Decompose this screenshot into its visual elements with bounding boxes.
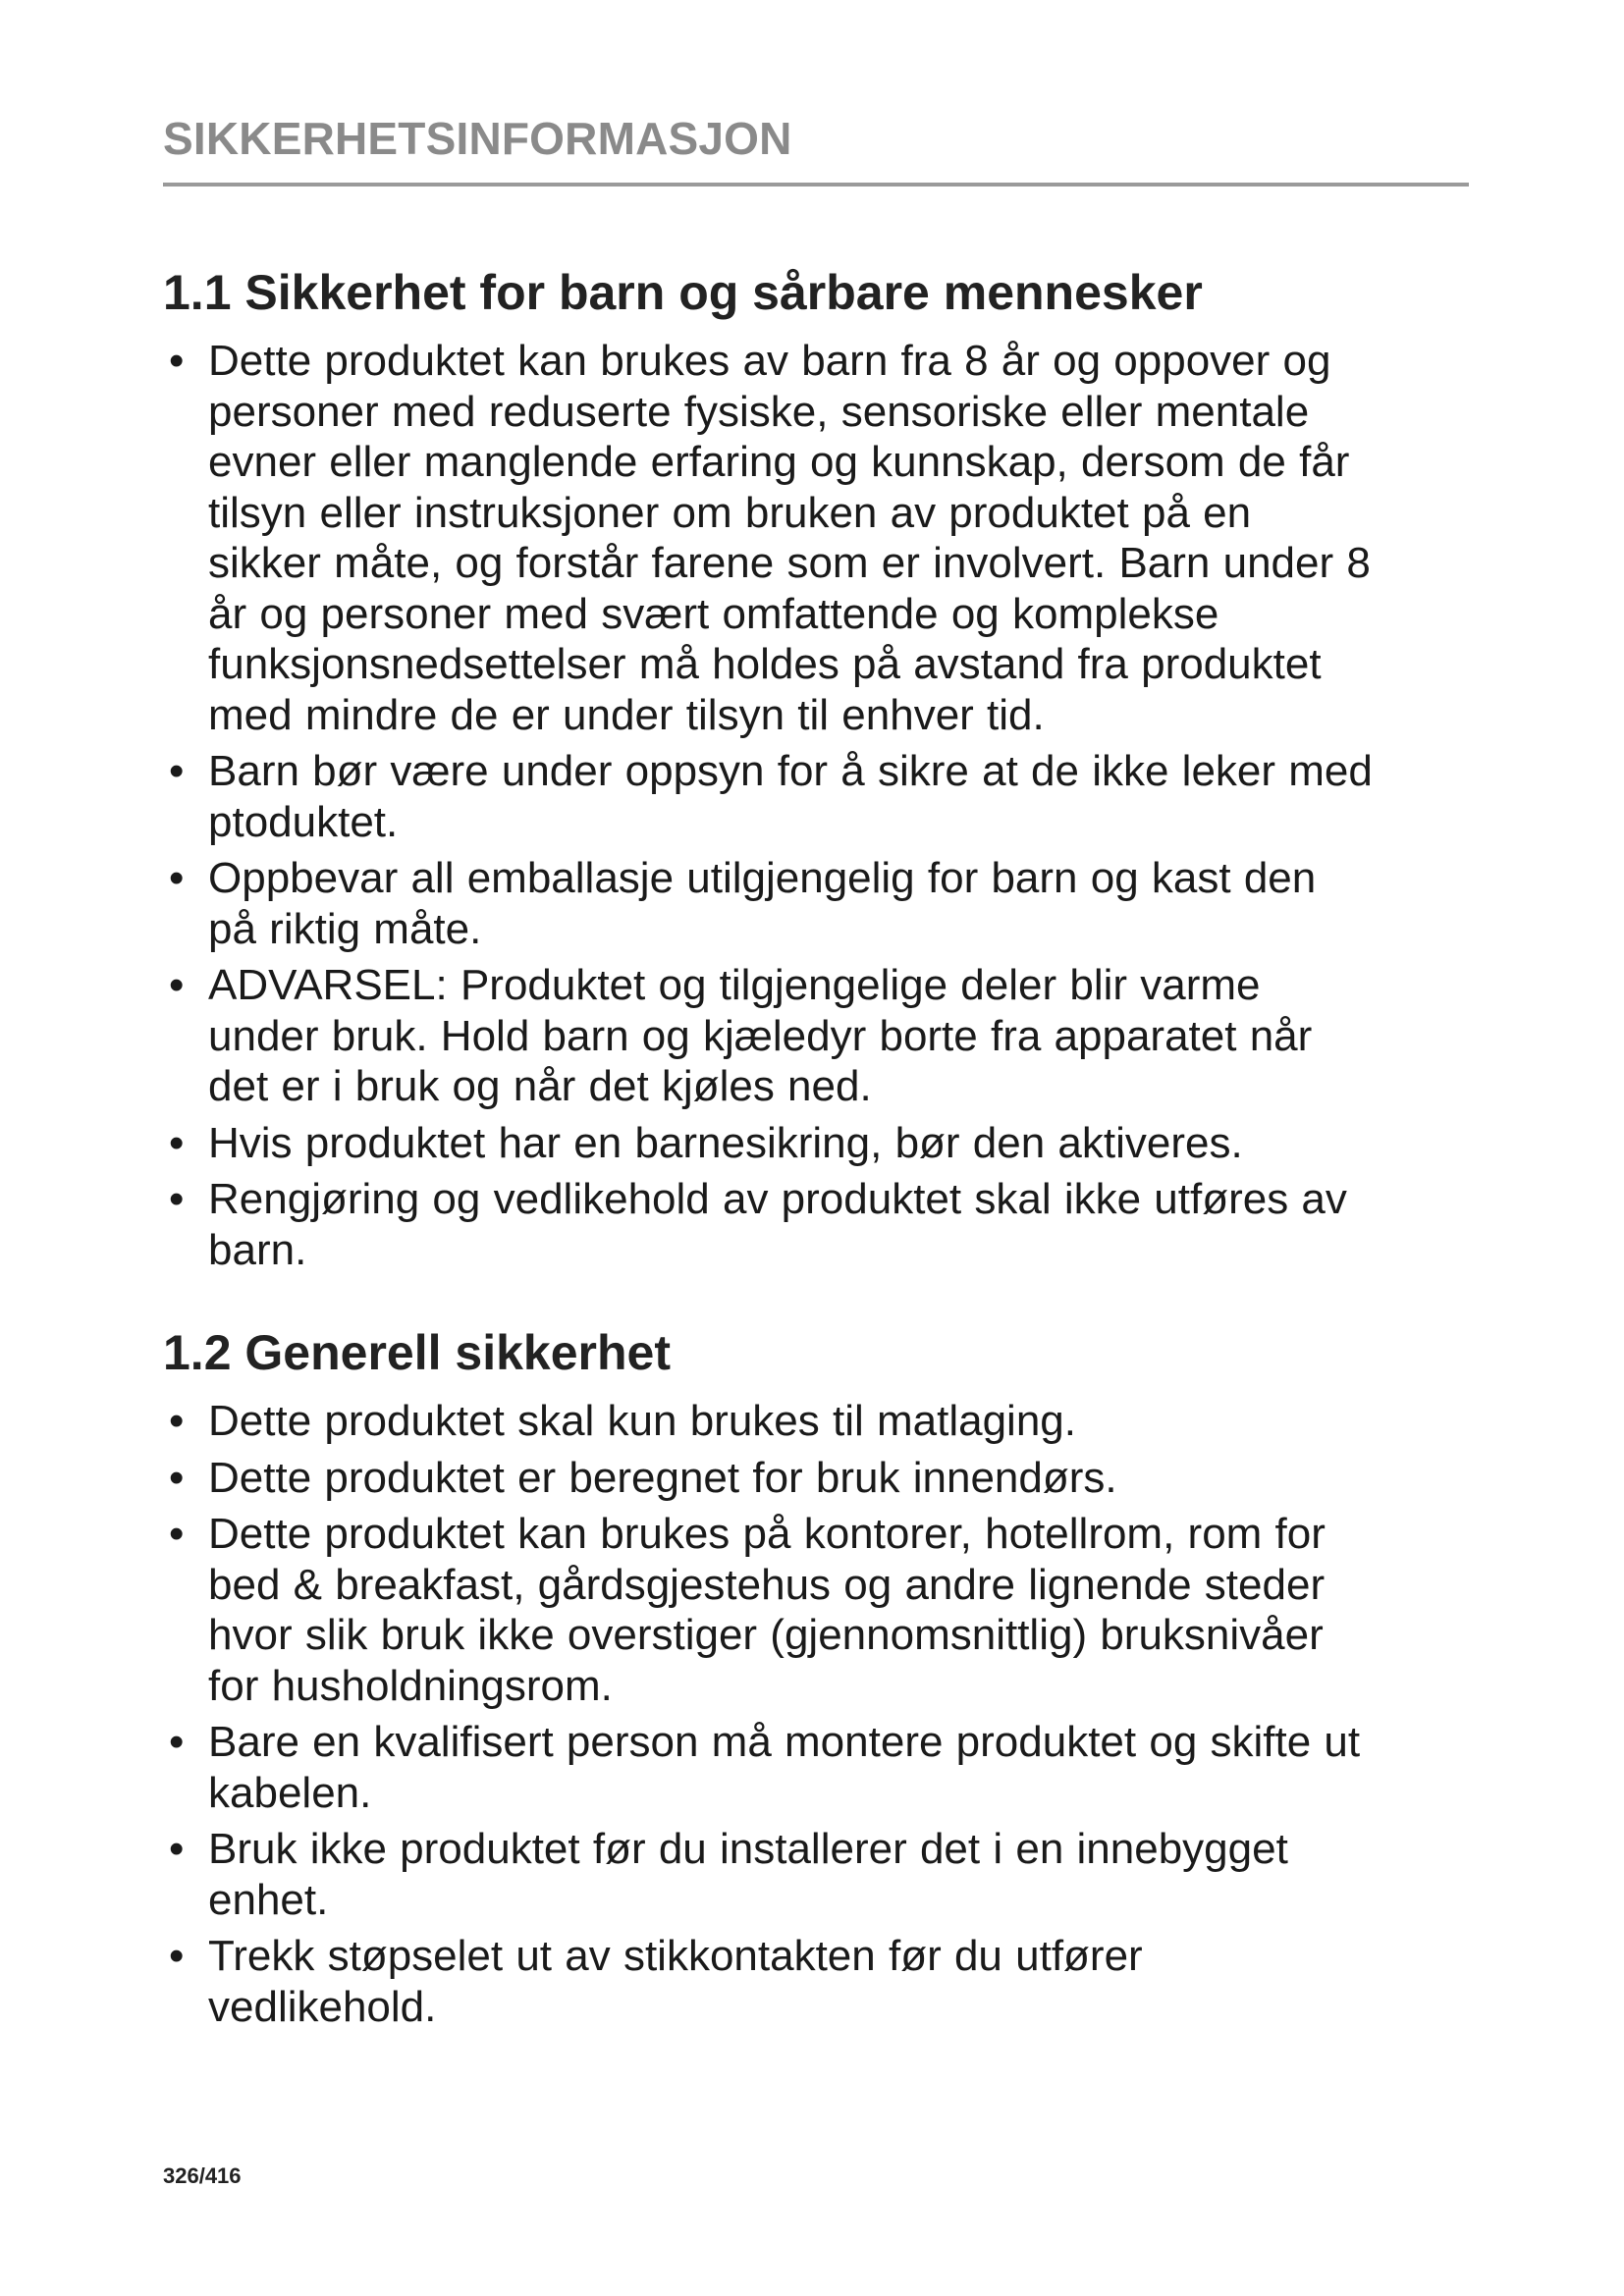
list-item-text: Trekk støpselet ut av stikkontakten før du utfører vedlikehold. <box>208 1932 1143 2031</box>
list-item-text: Bruk ikke produktet før du installerer det i en innebygget enhet. <box>208 1825 1288 1924</box>
header-divider <box>163 183 1469 187</box>
bullet-icon: • <box>169 1175 185 1223</box>
list-item-text: Hvis produktet har en barnesikring, bør den aktiveres. <box>208 1118 1243 1167</box>
bullet-icon: • <box>169 854 185 902</box>
list-item <box>163 960 1479 1112</box>
list-item <box>163 336 1479 740</box>
document-page <box>163 0 1479 2296</box>
list-item <box>163 853 1479 954</box>
list-item-text: Oppbevar all emballasje utilgjengelig for barn og kast den på riktig måte. <box>208 854 1317 953</box>
document-header-title: SIKKERHETSINFORMASJON <box>163 113 792 164</box>
list-item-text: Rengjøring og vedlikehold av produktet skal ikke utføres av barn. <box>208 1175 1347 1274</box>
bullet-icon: • <box>169 1932 185 1980</box>
list-item <box>163 1118 1479 1169</box>
page-number: 326/416 <box>163 2163 242 2188</box>
bullet-icon: • <box>169 337 185 385</box>
bullet-icon: • <box>169 961 185 1009</box>
section-title: 1.2 Generell sikkerhet <box>163 1325 671 1380</box>
list-item <box>163 1174 1479 1275</box>
list-item <box>163 1509 1479 1711</box>
bullet-icon: • <box>169 747 185 795</box>
list-item <box>163 1717 1479 1818</box>
list-item <box>163 746 1479 847</box>
section-child-safety <box>163 263 1479 1281</box>
list-item-text: Dette produktet er beregnet for bruk innendørs. <box>208 1453 1117 1502</box>
bullet-icon: • <box>169 1118 185 1167</box>
list-item-text: ADVARSEL: Produktet og tilgjengelige deler blir varme under bruk. Hold barn og kjæledyr borte fra apparatet når det er i bruk og når det kjøles ned. <box>208 961 1313 1110</box>
bullet-icon: • <box>169 1510 185 1558</box>
bullet-icon: • <box>169 1397 185 1445</box>
list-item-text: Dette produktet kan brukes av barn fra 8 år og oppover og personer med reduserte fysiske, sensoriske eller mentale evner eller manglende erfaring og kunnskap, dersom de får tilsyn eller instruksjoner om bruken av produktet på en sikker måte, og forstår farene som er involvert. Barn under 8 år og personer med svært omfattende og komplekse funksjonsnedsettelser må holdes på avstand fra produktet med mindre de er under tilsyn til enhver tid. <box>208 337 1371 739</box>
bullet-list <box>163 336 1479 1275</box>
section-title: 1.1 Sikkerhet for barn og sårbare mennesker <box>163 265 1203 320</box>
list-item-text: Barn bør være under oppsyn for å sikre at de ikke leker med ptoduktet. <box>208 747 1373 846</box>
bullet-icon: • <box>169 1718 185 1766</box>
list-item <box>163 1931 1479 2032</box>
list-item <box>163 1824 1479 1925</box>
list-item <box>163 1396 1479 1447</box>
bullet-icon: • <box>169 1453 185 1502</box>
list-item-text: Dette produktet skal kun brukes til matlaging. <box>208 1397 1077 1445</box>
list-item <box>163 1453 1479 1504</box>
list-item-text: Bare en kvalifisert person må montere produktet og skifte ut kabelen. <box>208 1718 1361 1817</box>
list-item-text: Dette produktet kan brukes på kontorer, hotellrom, rom for bed & breakfast, gårdsgjestehus og andre lignende steder hvor slik bruk ikke overstiger (gjennomsnittlig) bruksnivåer for husholdningsrom. <box>208 1510 1326 1710</box>
bullet-icon: • <box>169 1825 185 1873</box>
section-general-safety <box>163 1323 1479 2038</box>
bullet-list <box>163 1396 1479 2032</box>
